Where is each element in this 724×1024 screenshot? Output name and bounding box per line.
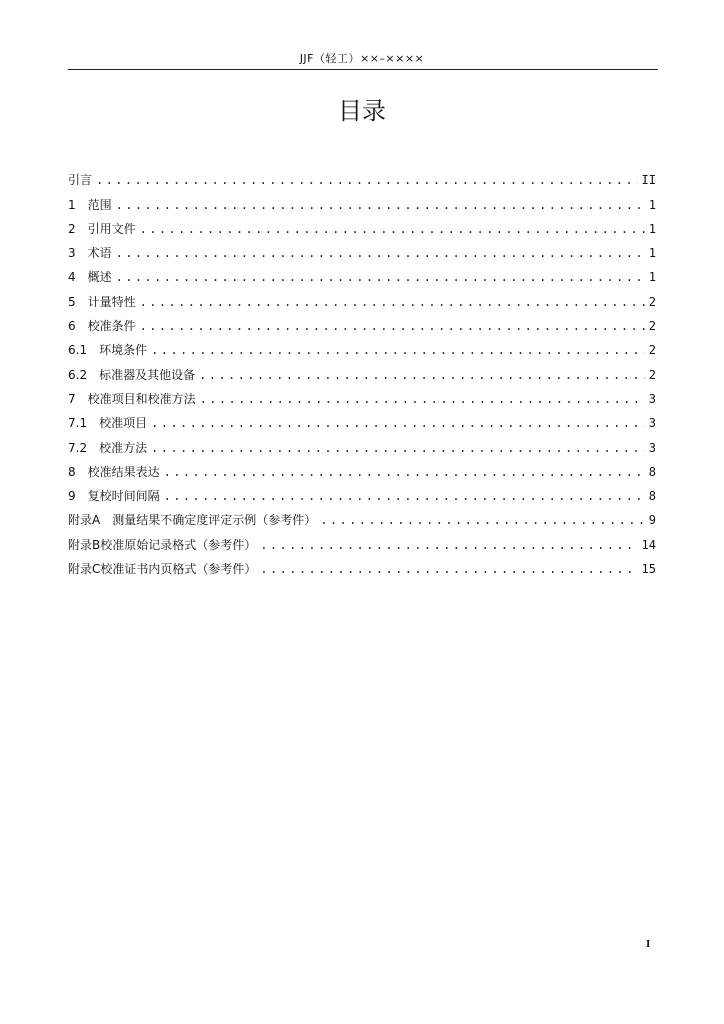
toc-entry-label: 6 校准条件	[68, 319, 136, 334]
toc-leader-dots	[96, 168, 638, 192]
toc-leader-dots	[151, 411, 645, 435]
toc-entry[interactable]	[68, 217, 656, 241]
toc-entry-page: 1	[648, 270, 656, 285]
toc-leader-dots	[140, 217, 645, 241]
toc-entry[interactable]	[68, 557, 656, 581]
document-header	[0, 52, 724, 66]
toc-entry-label: 7.2 校准方法	[68, 440, 148, 455]
toc-leader-dots	[260, 557, 637, 581]
toc-entry[interactable]	[68, 168, 656, 192]
toc-entry-label: 6.1 环境条件	[68, 343, 148, 358]
toc-entry-label: 附录A 测量结果不确定度评定示例（参考件）	[68, 513, 317, 528]
toc-entry-label: 3 术语	[68, 246, 112, 261]
toc-leader-dots	[260, 533, 637, 557]
toc-entry[interactable]	[68, 265, 656, 289]
toc-entry-page: II	[641, 173, 656, 188]
toc-entry-label: 1 范围	[68, 197, 112, 212]
toc-entry-label: 6.2 标准器及其他设备	[68, 367, 196, 382]
toc-leader-dots	[200, 387, 645, 411]
header-rule	[68, 69, 658, 70]
toc-entry-page: 1	[648, 221, 656, 236]
toc-entry[interactable]	[68, 411, 656, 435]
toc-entry-page: 2	[648, 319, 656, 334]
toc-entry[interactable]	[68, 241, 656, 265]
toc-leader-dots	[164, 460, 645, 484]
toc-entry-label: 7.1 校准项目	[68, 416, 148, 431]
toc-entry[interactable]	[68, 314, 656, 338]
toc-entry[interactable]	[68, 484, 656, 508]
toc-entry[interactable]	[68, 338, 656, 362]
toc-entry-label: 9 复校时间间隔	[68, 489, 160, 504]
toc-entry-label: 引言	[68, 173, 93, 188]
toc-entry-label: 5 计量特性	[68, 294, 136, 309]
toc-entry-label: 附录B校准原始记录格式（参考件）	[68, 537, 257, 552]
toc-leader-dots	[151, 436, 645, 460]
toc-entry-label: 2 引用文件	[68, 221, 136, 236]
toc-entry[interactable]	[68, 532, 656, 556]
toc-entry-page: 3	[648, 416, 656, 431]
footer-page-number: I	[646, 938, 651, 950]
toc-entry-page: 3	[648, 391, 656, 406]
toc-entry-page: 8	[648, 464, 656, 479]
toc-entry[interactable]	[68, 508, 656, 532]
toc-entry-page: 1	[648, 246, 656, 261]
toc-entry-label: 附录C校准证书内页格式（参考件）	[68, 562, 257, 577]
toc-entry-page: 2	[648, 294, 656, 309]
toc-leader-dots	[151, 338, 645, 362]
toc-entry-page: 2	[648, 367, 656, 382]
toc-entry[interactable]	[68, 362, 656, 386]
toc-leader-dots	[140, 314, 645, 338]
toc-entry[interactable]	[68, 435, 656, 459]
toc-entry-page: 14	[641, 537, 656, 552]
toc-leader-dots	[199, 363, 645, 387]
toc-entry-page: 8	[648, 489, 656, 504]
toc-leader-dots	[320, 508, 645, 532]
toc-entry-page: 2	[648, 343, 656, 358]
page-title: 目录	[338, 97, 386, 125]
toc-entry[interactable]	[68, 289, 656, 313]
toc-leader-dots	[164, 484, 645, 508]
toc-entry-page: 9	[648, 513, 656, 528]
toc-entry-page: 3	[648, 440, 656, 455]
toc-entry[interactable]	[68, 387, 656, 411]
toc-leader-dots	[140, 290, 645, 314]
toc-entry-label: 7 校准项目和校准方法	[68, 391, 196, 406]
toc-leader-dots	[116, 265, 645, 289]
toc-entry-label: 8 校准结果表达	[68, 464, 160, 479]
toc-entry[interactable]	[68, 192, 656, 216]
toc-entry[interactable]	[68, 460, 656, 484]
toc-leader-dots	[116, 193, 645, 217]
table-of-contents	[68, 168, 656, 581]
toc-entry-label: 4 概述	[68, 270, 112, 285]
standard-code: JJF（轻工）××–××××	[299, 52, 425, 65]
toc-entry-page: 1	[648, 197, 656, 212]
toc-entry-page: 15	[641, 562, 656, 577]
toc-leader-dots	[116, 241, 645, 265]
